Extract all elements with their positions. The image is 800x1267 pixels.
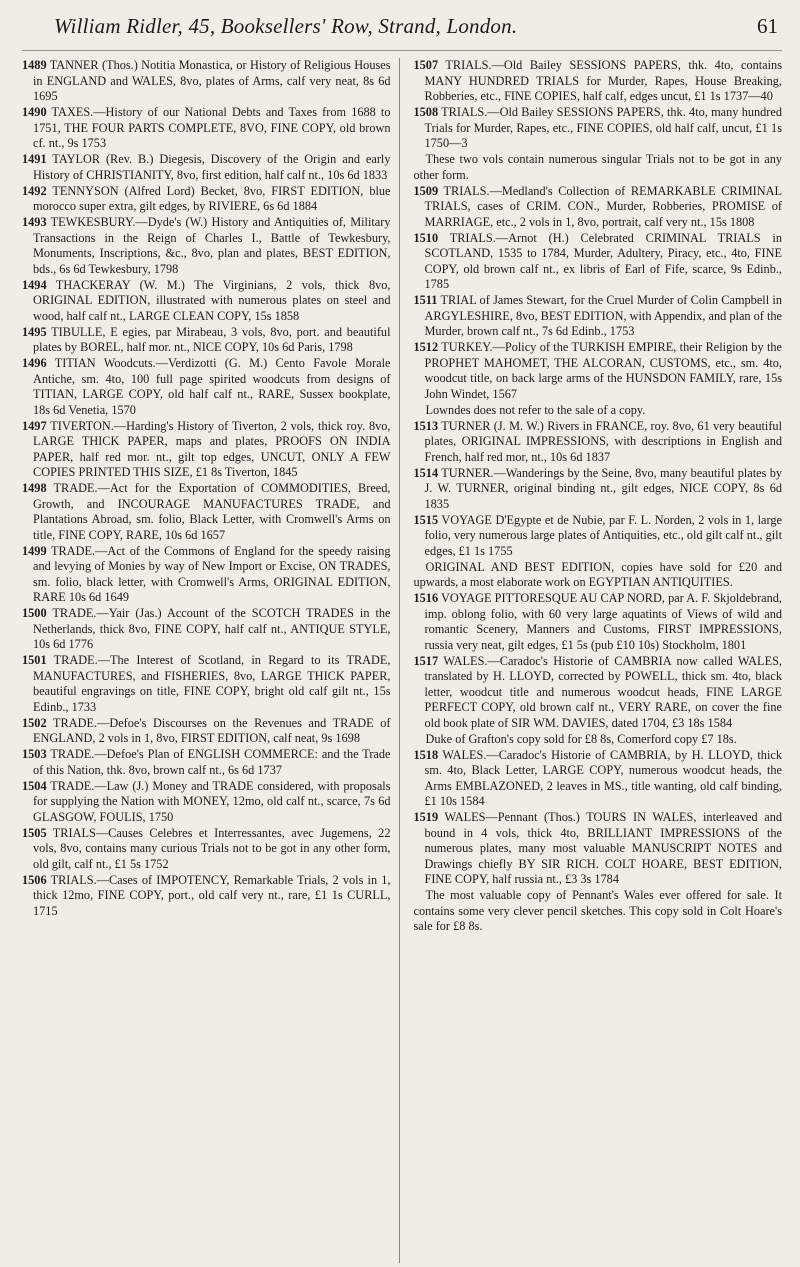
- catalogue-entry: [22, 779, 391, 826]
- catalogue-entry: [414, 293, 783, 340]
- lot-number: 1493: [22, 215, 47, 229]
- catalogue-note: [414, 732, 783, 748]
- catalogue-entry: [414, 340, 783, 402]
- catalogue-entry: [414, 591, 783, 653]
- entry-text: TEWKESBURY.—Dyde's (W.) History and Antiquities of, Military Transactions in the Reign of Charles I., Battle of Tewkesbury, Monuments, Inscriptions, &c., 8vo, plan and plates, BEST EDITION, bds., 6s 6d Tewkesbury, 1798: [33, 215, 391, 276]
- entry-text: TURNER.—Wanderings by the Seine, 8vo, many beautiful plates by J. W. TURNER, original binding nt., gilt edges, NICE COPY, 8s 6d 1835: [424, 465, 782, 511]
- entry-text: TRADE.—Yair (Jas.) Account of the SCOTCH TRADES in the Netherlands, thick 8vo, FINE COPY, half calf nt., ANTIQUE STYLE, 10s 6d 1776: [33, 606, 391, 651]
- entry-text: Lowndes does not refer to the sale of a copy.: [425, 402, 646, 417]
- entry-text: TAXES.—History of our National Debts and Taxes from 1688 to 1751, THE FOUR PARTS COMPLETE, 8VO, FINE COPY, old brown cf. nt., 9s 1753: [33, 105, 391, 150]
- catalogue-entry: [22, 653, 391, 715]
- lot-number: 1510: [413, 230, 439, 245]
- lot-number: 1492: [22, 183, 47, 198]
- lot-number: 1516: [413, 591, 439, 605]
- catalogue-note: [414, 560, 783, 591]
- entry-text: TRIALS—Causes Celebres et Interressantes, avec Jugemens, 22 vols, 8vo, contains many curious Trials not to be got in any other form, old gilt, calf nt., £1 5s 1752: [33, 825, 391, 871]
- lot-number: 1507: [413, 58, 439, 72]
- entry-text: TRADE.—The Interest of Scotland, in Regard to its TRADE, MANUFACTURES, and FISHERIES, 8vo, LARGE THICK PAPER, beautiful engravings on title, FINE COPY, bright old calf gilt nt., 15s Edinb., 1733: [33, 653, 391, 714]
- catalogue-entry: [22, 325, 391, 356]
- entry-text: VOYAGE D'Egypte et de Nubie, par F. L. Norden, 2 vols in 1, large folio, very numerous large plates of Antiquities, etc., old gilt calf nt., gilt edges, £1 1s 1755: [424, 512, 782, 558]
- lot-number: 1501: [22, 653, 47, 667]
- catalogue-entry: [22, 356, 391, 418]
- catalogue-entry: [22, 152, 391, 183]
- catalogue-note: [414, 152, 783, 183]
- entry-text: TRADE.—Act for the Exportation of COMMODITIES, Breed, Growth, and INCOURAGE MANUFACTURES TRADE, and Plantations Abroad, sm. folio, Black Letter, with Cromwell's Arms on title, FINE COPY, RARE, 10s 6d 1657: [33, 481, 391, 542]
- lot-number: 1496: [22, 356, 47, 370]
- entry-text: ORIGINAL AND BEST EDITION, copies have sold for £20 and upwards, a most elaborate work on EGYPTIAN ANTIQUITIES.: [413, 559, 782, 589]
- entry-text: TIBULLE, E egies, par Mirabeau, 3 vols, 8vo, port. and beautiful plates by BOREL, half mor. nt., NICE COPY, 10s 6d Paris, 1798: [33, 324, 391, 354]
- catalogue-entry: [22, 184, 391, 215]
- catalogue-entry: [414, 184, 783, 231]
- entry-text: TANNER (Thos.) Notitia Monastica, or History of Religious Houses in ENGLAND and WALES, 8vo, plates of Arms, calf very neat, 8s 6d 1695: [33, 58, 391, 103]
- lot-number: 1511: [413, 293, 438, 307]
- entry-text: WALES—Pennant (Thos.) TOURS IN WALES, interleaved and bound in 4 vols, thick 4to, BRILLIANT IMPRESSIONS of the numerous plates, many most valuable MANUSCRIPT NOTES and Drawings chiefly BY SIR RICH. COLT HOARE, BEST EDITION, FINE COPY, half russia nt., £3 3s 1784: [424, 810, 782, 886]
- lot-number: 1497: [22, 418, 47, 433]
- lot-number: 1504: [22, 778, 47, 793]
- catalogue-entry: [22, 873, 391, 920]
- lot-number: 1503: [22, 747, 47, 761]
- lot-number: 1519: [413, 810, 439, 824]
- entry-text: TENNYSON (Alfred Lord) Becket, 8vo, FIRST EDITION, blue morocco super extra, gilt edges, by RIVIERE, 6s 6d 1884: [33, 183, 391, 213]
- entry-text: TAYLOR (Rev. B.) Diegesis, Discovery of the Origin and early History of CHRISTIANITY, 8vo, first edition, half calf nt., 10s 6d 1833: [33, 152, 391, 182]
- entry-text: TRADE.—Defoe's Plan of ENGLISH COMMERCE: and the Trade of this Nation, thk. 8vo, brown calf nt., 6s 6d 1737: [33, 747, 391, 777]
- catalogue-entry: [22, 215, 391, 277]
- entry-text: These two vols contain numerous singular Trials not to be got in any other form.: [413, 152, 782, 182]
- catalogue-entry: [22, 826, 391, 873]
- catalogue-entry: [22, 606, 391, 653]
- entry-text: TRIAL of James Stewart, for the Cruel Murder of Colin Campbell in ARGYLESHIRE, 8vo, BEST EDITION, with Appendix, and plan of the Murder, brown calf nt., 7s 6d Edinb., 1753: [424, 293, 782, 338]
- catalogue-note: [414, 403, 783, 419]
- entry-text: TRADE.—Act of the Commons of England for the speedy raising and levying of Monies by way of New Import or Excise, ON TRADES, sm. folio, black letter, with Cromwell's Arms, ORIGINAL EDITION, RARE 10s 6d 1649: [33, 543, 391, 604]
- lot-number: 1514: [413, 465, 439, 480]
- catalogue-entry: [22, 58, 391, 105]
- lot-number: 1500: [22, 606, 47, 620]
- page-number: 61: [757, 14, 778, 38]
- catalogue-entry: [22, 105, 391, 152]
- lot-number: 1502: [22, 715, 47, 730]
- catalogue-entry: [414, 58, 783, 105]
- entry-text: TRIALS.—Arnot (H.) Celebrated CRIMINAL TRIALS in SCOTLAND, 1535 to 1784, Murder, Adultery, Piracy, etc., 4to, FINE COPY, old brown calf nt., ex libris of Earl of Fife, scarce, 9s Edinb., 1785: [424, 230, 782, 291]
- entry-text: TRIALS.—Old Bailey SESSIONS PAPERS, thk. 4to, many hundred Trials for Murder, Rapes, etc., FINE COPIES, old half calf, uncut, £1 1s 1750—3: [424, 105, 782, 150]
- page-header-title: William Ridler, 45, Booksellers' Row, Strand, London.: [54, 14, 518, 38]
- lot-number: 1498: [22, 481, 47, 495]
- catalogue-entry: [22, 716, 391, 747]
- page-header: [22, 14, 782, 51]
- lot-number: 1499: [22, 543, 47, 558]
- catalogue-entry: [414, 231, 783, 293]
- entry-text: THACKERAY (W. M.) The Virginians, 2 vols, thick 8vo, ORIGINAL EDITION, illustrated with numerous plates on steel and wood, half calf nt., LARGE CLEAN COPY, 15s 1858: [33, 277, 391, 323]
- catalogue-columns: [22, 58, 782, 1263]
- catalogue-entry: [414, 105, 783, 152]
- lot-number: 1515: [413, 512, 439, 527]
- lot-number: 1518: [413, 747, 439, 762]
- lot-number: 1512: [413, 340, 439, 354]
- lot-number: 1489: [22, 58, 47, 72]
- catalogue-entry: [414, 466, 783, 513]
- lot-number: 1506: [22, 872, 47, 887]
- lot-number: 1494: [22, 277, 47, 292]
- entry-text: TITIAN Woodcuts.—Verdizotti (G. M.) Cento Favole Morale Antiche, sm. 4to, 100 full page spirited woodcuts from designs of TITIAN, LARGE COPY, old half calf nt., RARE, Sussex bookplate, 18s 6d Venetia, 1570: [33, 356, 391, 417]
- entry-text: TURNER (J. M. W.) Rivers in FRANCE, roy. 8vo, 61 very beautiful plates, ORIGINAL IMPRESSIONS, with descriptions in English and French, half red mor, nt., 10s 6d 1837: [424, 418, 782, 464]
- lot-number: 1508: [413, 105, 439, 119]
- lot-number: 1491: [22, 152, 47, 166]
- entry-text: TRIALS.—Cases of IMPOTENCY, Remarkable Trials, 2 vols in 1, thick 12mo, FINE COPY, port., old calf very nt., rare, £1 1s CURLL, 1715: [33, 872, 391, 918]
- catalogue-entry: [22, 481, 391, 543]
- lot-number: 1495: [22, 324, 47, 339]
- entry-text: TURKEY.—Policy of the TURKISH EMPIRE, their Religion by the PROPHET MAHOMET, THE ALCORAN, CUSTOMS, etc., sm. 4to, woodcut title, on back large arms of the HUNSDON FAMILY, rare, 15s John Windet, 1567: [424, 340, 782, 401]
- lot-number: 1513: [413, 418, 439, 433]
- catalogue-entry: [414, 654, 783, 732]
- entry-text: The most valuable copy of Pennant's Wales ever offered for sale. It contains some very clever pencil sketches. This copy sold in Colt Hoare's sale for £8 8s.: [413, 888, 782, 933]
- catalogue-entry: [414, 748, 783, 810]
- entry-text: WALES.—Caradoc's Historie of CAMBRIA now called WALES, translated by H. LLOYD, corrected by POWELL, thick sm. 4to, black letter, woodcut title and numerous woodcut heads, FINE LARGE PERFECT COPY, old brown calf nt., VERY RARE, on cover the fine old book plate of SIR WM. DAVIES, dated 1704, £3 18s 1584: [424, 653, 782, 730]
- catalogue-entry: [22, 747, 391, 778]
- lot-number: 1509: [413, 183, 439, 198]
- entry-text: TRADE.—Defoe's Discourses on the Revenues and TRADE of ENGLAND, 2 vols in 1, 8vo, FIRST EDITION, calf neat, 9s 1698: [33, 715, 391, 745]
- catalogue-entry: [414, 419, 783, 466]
- catalogue-entry: [22, 544, 391, 606]
- catalogue-entry: [22, 419, 391, 481]
- entry-text: Duke of Grafton's copy sold for £8 8s, Comerford copy £7 18s.: [425, 731, 737, 746]
- entry-text: TRIALS.—Old Bailey SESSIONS PAPERS, thk. 4to, contains MANY HUNDRED TRIALS for Murder, Rapes, House Breaking, Robberies, etc., FINE COPIES, half calf, edges uncut, £1 1s 1737—40: [424, 58, 782, 103]
- left-column: [22, 58, 400, 1263]
- entry-text: TRIALS.—Medland's Collection of REMARKABLE CRIMINAL TRIALS, cases of CRIM. CON., Murder, Robberies, PROMISE of MARRIAGE, etc., 2 vols in 1, 8vo, portrait, calf very nt., 15s 1808: [424, 183, 782, 229]
- lot-number: 1490: [22, 105, 47, 119]
- catalogue-entry: [414, 810, 783, 888]
- lot-number: 1505: [22, 825, 47, 840]
- entry-text: TRADE.—Law (J.) Money and TRADE considered, with proposals for supplying the Nation with MONEY, 12mo, old calf nt., scarce, 7s 6d GLASGOW, FOULIS, 1750: [33, 778, 391, 824]
- right-column: [414, 58, 783, 1263]
- entry-text: WALES.—Caradoc's Historie of CAMBRIA, by H. LLOYD, thick sm. 4to, Black Letter, LARGE COPY, numerous woodcut heads, the Arms EMBLAZONED, 2 leaves in MS., title wanting, old calf binding, £1 10s 1584: [424, 747, 782, 808]
- entry-text: VOYAGE PITTORESQUE AU CAP NORD, par A. F. Skjoldebrand, imp. oblong folio, with 60 very large aquatints of Views of wild and romantic Scenery, Manners and Customs, FIRST IMPRESSIONS, russia very neat, gilt edges, £1 5s (pub £10 10s) Stockholm, 1801: [424, 591, 782, 652]
- lot-number: 1517: [413, 653, 439, 668]
- catalogue-entry: [414, 513, 783, 560]
- catalogue-note: [414, 888, 783, 935]
- entry-text: TIVERTON.—Harding's History of Tiverton, 2 vols, thick roy. 8vo, LARGE THICK PAPER, maps and plates, PROOFS ON INDIA PAPER, half red mor. nt., gilt top edges, UNCUT, ONLY A FEW COPIES PRINTED THIS SIZE, £1 8s Tiverton, 1845: [33, 418, 391, 479]
- catalogue-entry: [22, 278, 391, 325]
